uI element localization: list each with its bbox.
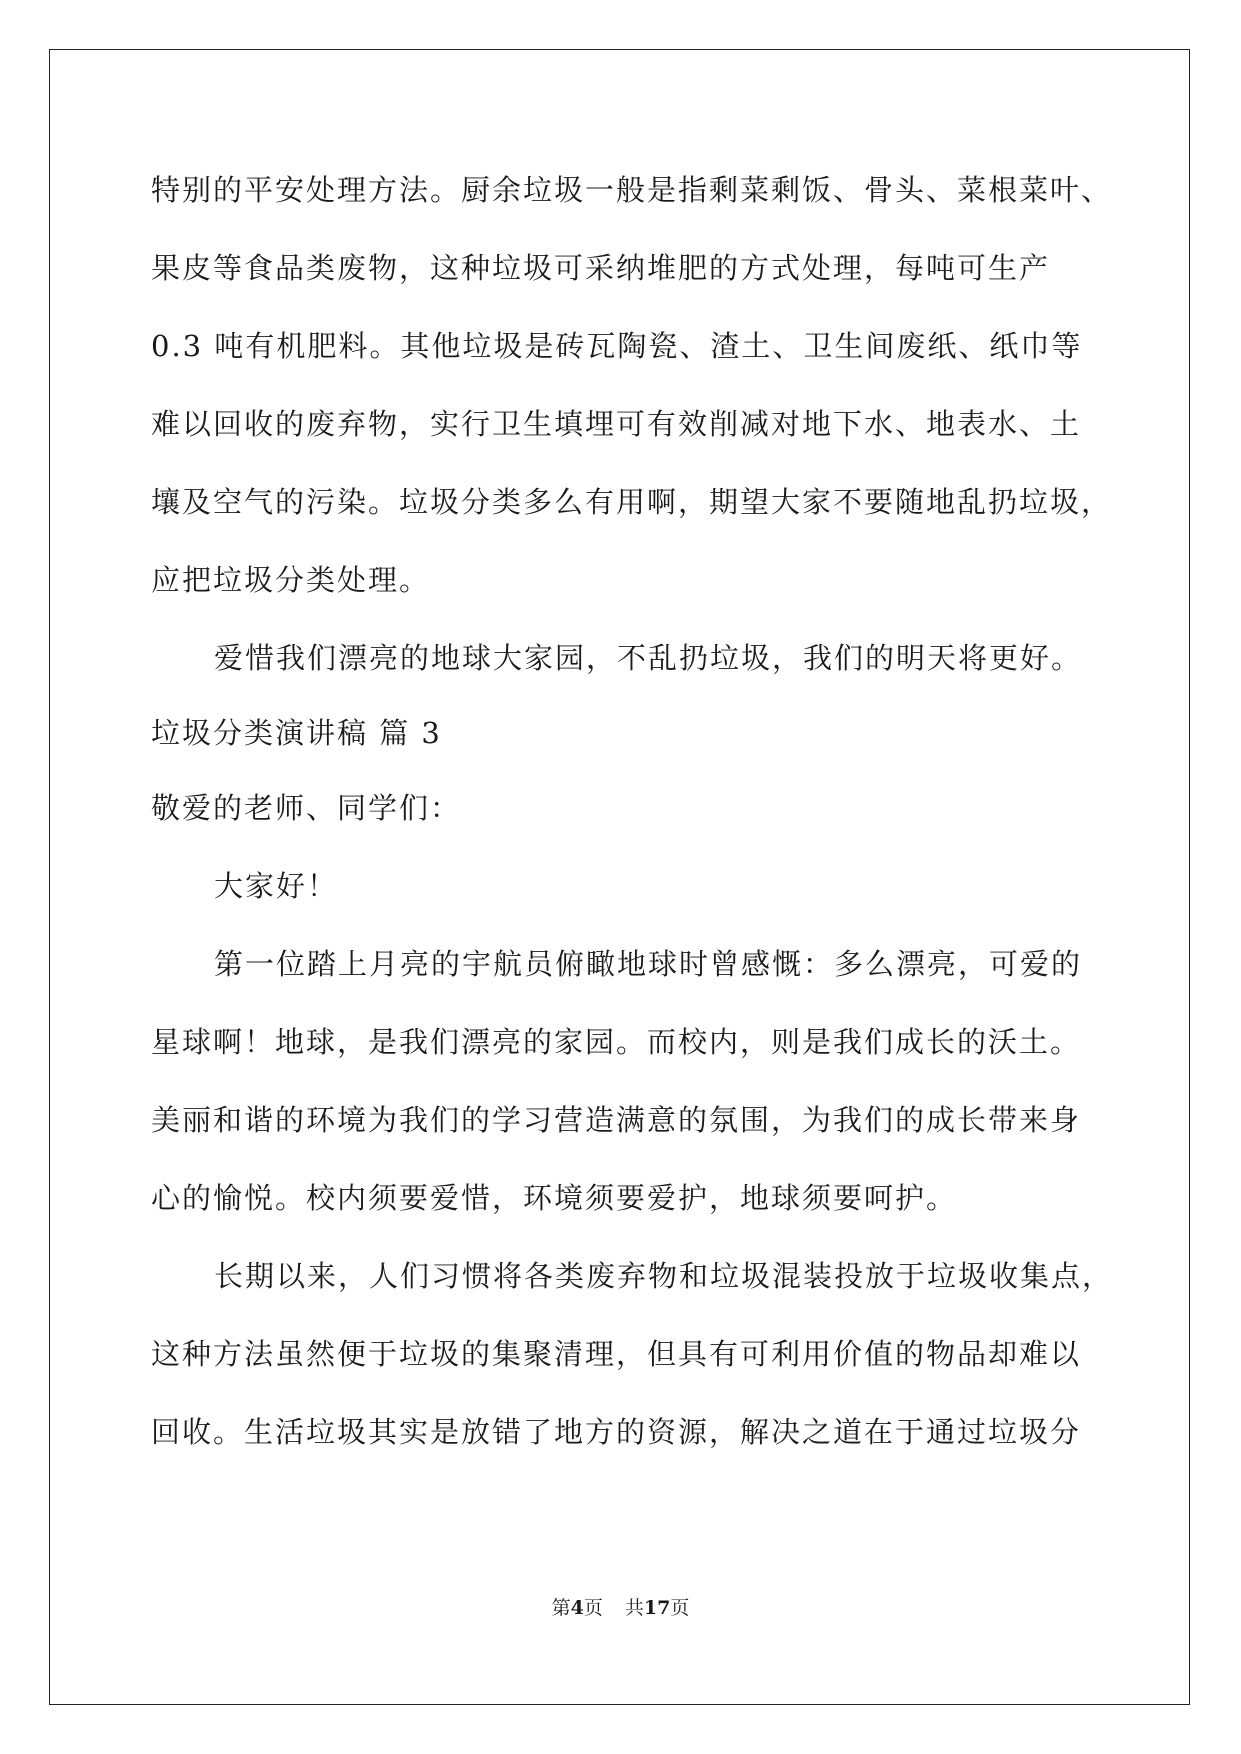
text-line: 壤及空气的污染。垃圾分类多么有用啊，期望大家不要随地乱扔垃圾， [151, 485, 1113, 519]
section-heading: 垃圾分类演讲稿 篇 3 [151, 716, 442, 750]
text-line: 难以回收的废弃物，实行卫生填埋可有效削减对地下水、地表水、土 [151, 407, 1082, 441]
footer-page-unit: 页 [583, 1597, 603, 1619]
text-line: 爱惜我们漂亮的地球大家园，不乱扔垃圾，我们的明天将更好。 [214, 641, 1083, 675]
text-line: 第一位踏上月亮的宇航员俯瞰地球时曾感慨：多么漂亮，可爱的 [214, 947, 1083, 981]
text-line: 心的愉悦。校内须要爱惜，环境须要爱护，地球须要呵护。 [151, 1181, 958, 1215]
greeting: 大家好！ [214, 869, 339, 903]
total-pages: 17 [643, 1597, 671, 1619]
text-line: 这种方法虽然便于垃圾的集聚清理，但具有可利用价值的物品却难以 [151, 1337, 1082, 1371]
text-line: 果皮等食品类废物，这种垃圾可采纳堆肥的方式处理，每吨可生产 [151, 251, 1051, 285]
page-footer [0, 1595, 1241, 1621]
page-number: 4 [570, 1597, 584, 1619]
footer-total-prefix: 共 [624, 1597, 644, 1619]
footer-total-unit: 页 [670, 1597, 690, 1619]
text-line: 特别的平安处理方法。厨余垃圾一般是指剩菜剩饭、骨头、菜根菜叶、 [151, 173, 1113, 207]
text-line: 回收。生活垃圾其实是放错了地方的资源，解决之道在于通过垃圾分 [151, 1415, 1082, 1449]
text-line: 美丽和谐的环境为我们的学习营造满意的氛围，为我们的成长带来身 [151, 1103, 1082, 1137]
footer-prefix: 第 [551, 1597, 571, 1619]
text-line: 星球啊！地球，是我们漂亮的家园。而校内，则是我们成长的沃土。 [151, 1025, 1082, 1059]
text-line: 长期以来，人们习惯将各类废弃物和垃圾混装投放于垃圾收集点， [214, 1259, 1114, 1293]
text-line: 0.3 吨有机肥料。其他垃圾是砖瓦陶瓷、渣土、卫生间废纸、纸巾等 [151, 329, 1083, 363]
text-line: 应把垃圾分类处理。 [151, 563, 431, 597]
salutation: 敬爱的老师、同学们： [151, 791, 462, 825]
